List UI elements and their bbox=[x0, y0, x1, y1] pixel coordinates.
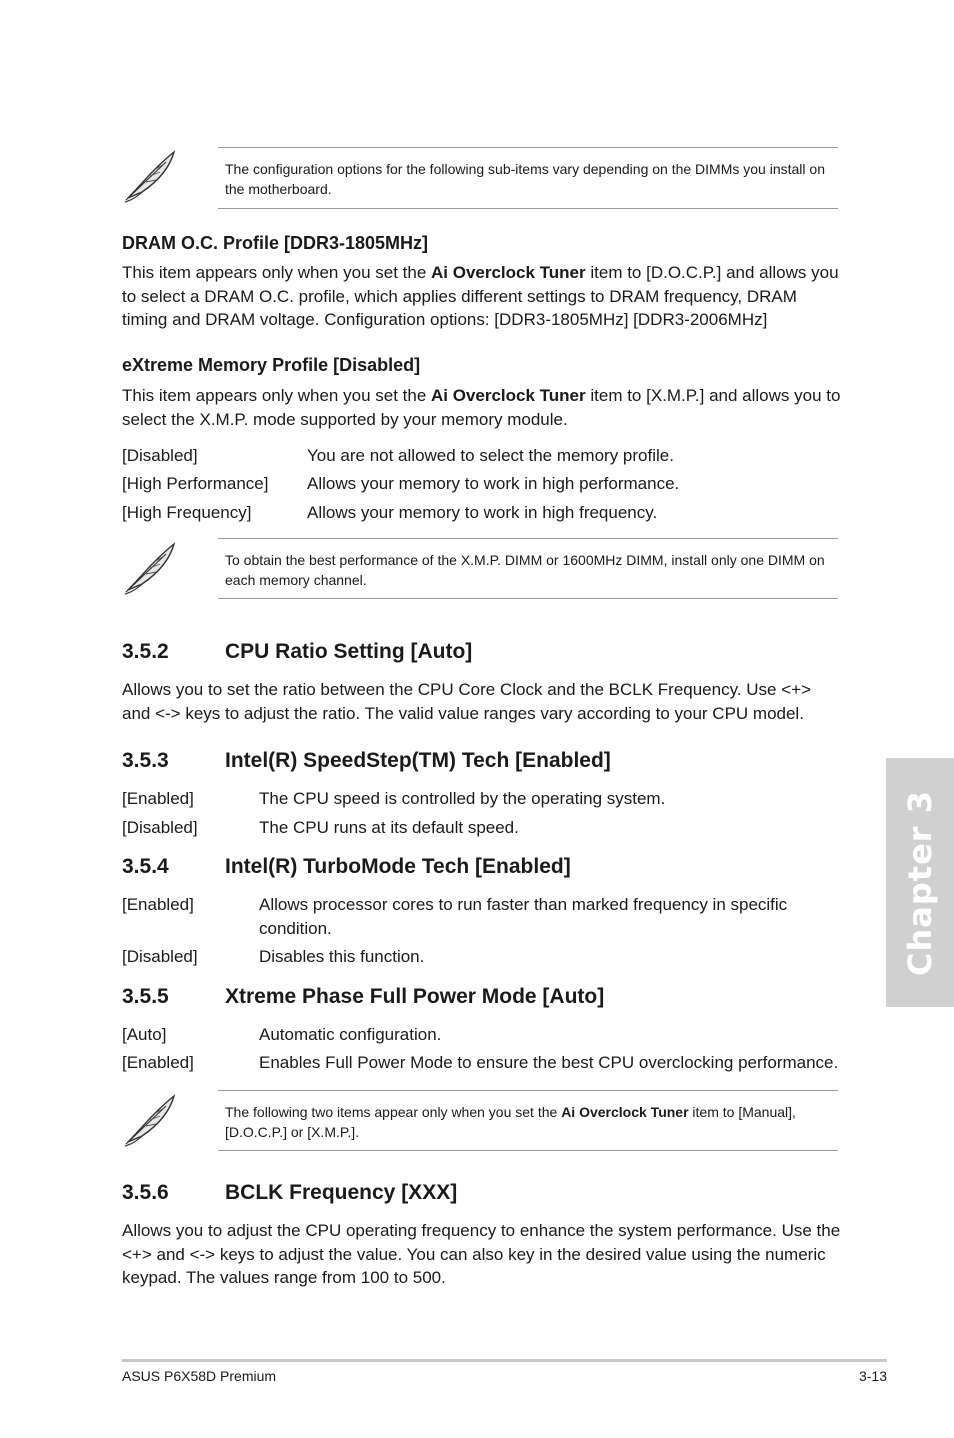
option-label: [High Frequency] bbox=[122, 503, 252, 522]
note-box bbox=[218, 147, 838, 209]
option-description: Disables this function. bbox=[259, 947, 425, 966]
section-3-5-6-paragraph: Allows you to adjust the CPU operating frequency to enhance the system performance. Use the <+> and <-> keys to adjust the value. You can also key in the desired value using the numeric keypad. The values range from 100 to 500. bbox=[122, 1221, 841, 1287]
option-label: [Auto] bbox=[122, 1025, 167, 1044]
option-description: Allows your memory to work in high frequency. bbox=[307, 503, 658, 522]
dram-oc-heading: DRAM O.C. Profile [DDR3-1805MHz] bbox=[122, 233, 429, 253]
section-heading-3-5-6: 3.5.6 BCLK Frequency [XXX] bbox=[122, 1181, 458, 1204]
note-text: The following two items appear only when you set the Ai Overclock Tuner item to [Manual], [D.O.C.P.] or [X.M.P.]. bbox=[225, 1104, 796, 1140]
chapter-tab-label: Chapter 3 bbox=[901, 789, 939, 976]
note-text: To obtain the best performance of the X.M.P. DIMM or 1600MHz DIMM, install only one DIMM on each memory channel. bbox=[225, 552, 825, 588]
note-pen-icon bbox=[120, 538, 182, 596]
section-heading-3-5-2: 3.5.2 CPU Ratio Setting [Auto] bbox=[122, 640, 473, 663]
note-pen-icon bbox=[120, 1090, 182, 1148]
option-description: Enables Full Power Mode to ensure the best CPU overclocking performance. bbox=[259, 1053, 839, 1072]
footer-product-name: ASUS P6X58D Premium bbox=[122, 1368, 277, 1384]
option-description: Allows processor cores to run faster than marked frequency in specific condition. bbox=[259, 895, 788, 938]
section-3-5-2-paragraph: Allows you to set the ratio between the CPU Core Clock and the BCLK Frequency. Use <+> and <-> keys to adjust the ratio. The valid value ranges vary according to your CPU model. bbox=[122, 680, 812, 723]
note-text: The configuration options for the following sub-items vary depending on the DIMMs you install on the motherboard. bbox=[225, 161, 825, 197]
option-description: Allows your memory to work in high performance. bbox=[307, 474, 680, 493]
option-description: The CPU speed is controlled by the operating system. bbox=[259, 789, 666, 808]
option-label: [Disabled] bbox=[122, 818, 198, 837]
option-label: [Disabled] bbox=[122, 446, 198, 465]
option-description: The CPU runs at its default speed. bbox=[259, 818, 519, 837]
footer-rule bbox=[122, 1359, 887, 1362]
chapter-tab bbox=[886, 758, 954, 1007]
option-label: [High Performance] bbox=[122, 474, 269, 493]
option-label: [Enabled] bbox=[122, 1053, 194, 1072]
xmp-paragraph: This item appears only when you set the Ai Overclock Tuner item to [X.M.P.] and allows you to select the X.M.P. mode supported by your memory module. bbox=[122, 386, 841, 429]
section-heading-3-5-4: 3.5.4 Intel(R) TurboMode Tech [Enabled] bbox=[122, 855, 571, 878]
section-heading-3-5-3: 3.5.3 Intel(R) SpeedStep(TM) Tech [Enabled] bbox=[122, 749, 611, 772]
option-label: [Enabled] bbox=[122, 789, 194, 808]
option-label: [Enabled] bbox=[122, 895, 194, 914]
option-description: You are not allowed to select the memory profile. bbox=[307, 446, 674, 465]
option-label: [Disabled] bbox=[122, 947, 198, 966]
note-box bbox=[218, 1090, 838, 1151]
dram-oc-paragraph: This item appears only when you set the Ai Overclock Tuner item to [D.O.C.P.] and allows you to select a DRAM O.C. profile, which applies different settings to DRAM frequency, DRAM timing and DRAM voltage. Configuration options: [DDR3-1805MHz] [DDR3-2006MHz] bbox=[122, 263, 839, 329]
note-pen-icon bbox=[120, 146, 182, 204]
option-description: Automatic configuration. bbox=[259, 1025, 442, 1044]
section-heading-3-5-5: 3.5.5 Xtreme Phase Full Power Mode [Auto] bbox=[122, 985, 605, 1008]
footer-page-number: 3-13 bbox=[858, 1368, 887, 1384]
xmp-heading: eXtreme Memory Profile [Disabled] bbox=[122, 355, 421, 375]
note-box bbox=[218, 538, 838, 599]
